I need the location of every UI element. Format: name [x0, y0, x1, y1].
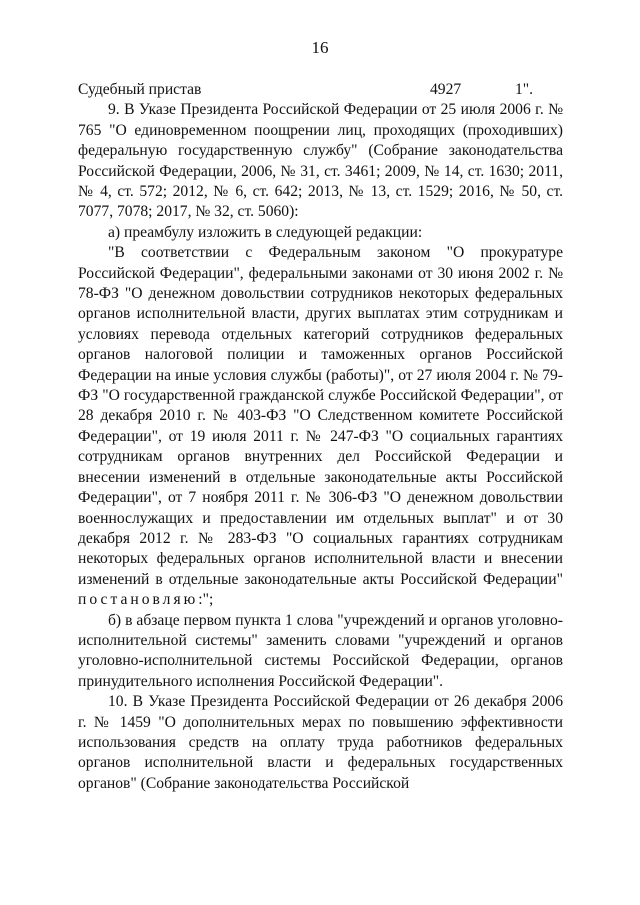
page-number: 16 — [311, 38, 329, 57]
salary-value: 4927 — [430, 81, 462, 98]
preamble-end: :"; — [198, 591, 214, 609]
paragraph-9: 9. В Указе Президента Российской Федерации от 25 июля 2006 г. № 765 "О единовременном поощрении лиц, проходящих (проходивших) федеральную государственную службу" (Собрание законодательства Российской Федерации, 2006, № 31, ст. 3461; 2009, № 14, ст. 1630; 2011, № 4, ст. 572; 2012, № 6, ст. 642; 2013, № 13, ст. 1529; 2016, № 50, ст. 7077, 7078; 2017, № 32, ст. 5060): — [78, 101, 563, 221]
salary-table-row — [78, 80, 563, 100]
coefficient-value: 1". — [515, 81, 534, 98]
paragraph-9b: б) в абзаце первом пункта 1 слова "учреждений и органов уголовно-исполнительной системы" заменить словами "учреждений и органов уголовно-исполнительной системы Российской Федерации, органов принудительного исполнения Российской Федерации". — [78, 611, 563, 690]
paragraph-9a: а) преамбулу изложить в следующей редакции: — [108, 223, 423, 241]
decree-word: постановляю — [78, 591, 199, 609]
position-name: Судебный пристав — [78, 81, 202, 98]
paragraph-10: 10. В Указе Президента Российской Федерации от 26 декабря 2006 г. № 1459 "О дополнительных мерах по повышению эффективности использования средств на оплату труда работников федеральных органов исполнительной власти и федеральных государственных органов" (Собрание законодательства Российской — [78, 693, 563, 792]
document-body — [78, 80, 563, 794]
preamble-quote — [78, 243, 563, 610]
preamble-text: "В соответствии с Федеральным законом "О прокуратуре Российской Федерации", федеральными законами от 30 июня 2002 г. № 78-ФЗ "О денежном довольствии сотрудников некоторых федеральных органов исполнительной власти, других выплатах этим сотрудникам и условиях перевода отдельных категорий сотрудников федеральных органов налоговой полиции и таможенных органов Российской Федерации на иные условия службы (работы)", от 27 июля 2004 г. № 79-ФЗ "О государственной гражданской службе Российской Федерации", от 28 декабря 2010 г. № 403-ФЗ "О Следственном комитете Российской Федерации", от 19 июля 2011 г. № 247-ФЗ "О социальных гарантиях сотрудникам органов внутренних дел Российской Федерации и внесении изменений в отдельные законодательные акты Российской Федерации", от 7 ноября 2011 г. № 306-ФЗ "О денежном довольствии военнослужащих и предоставлении им отдельных выплат" и от 30 декабря 2012 г. № 283-ФЗ "О социальных гарантиях сотрудникам некоторых федеральных органов исполнительной власти и внесении изменений в отдельные законодательные акты Российской Федерации" — [78, 244, 563, 588]
